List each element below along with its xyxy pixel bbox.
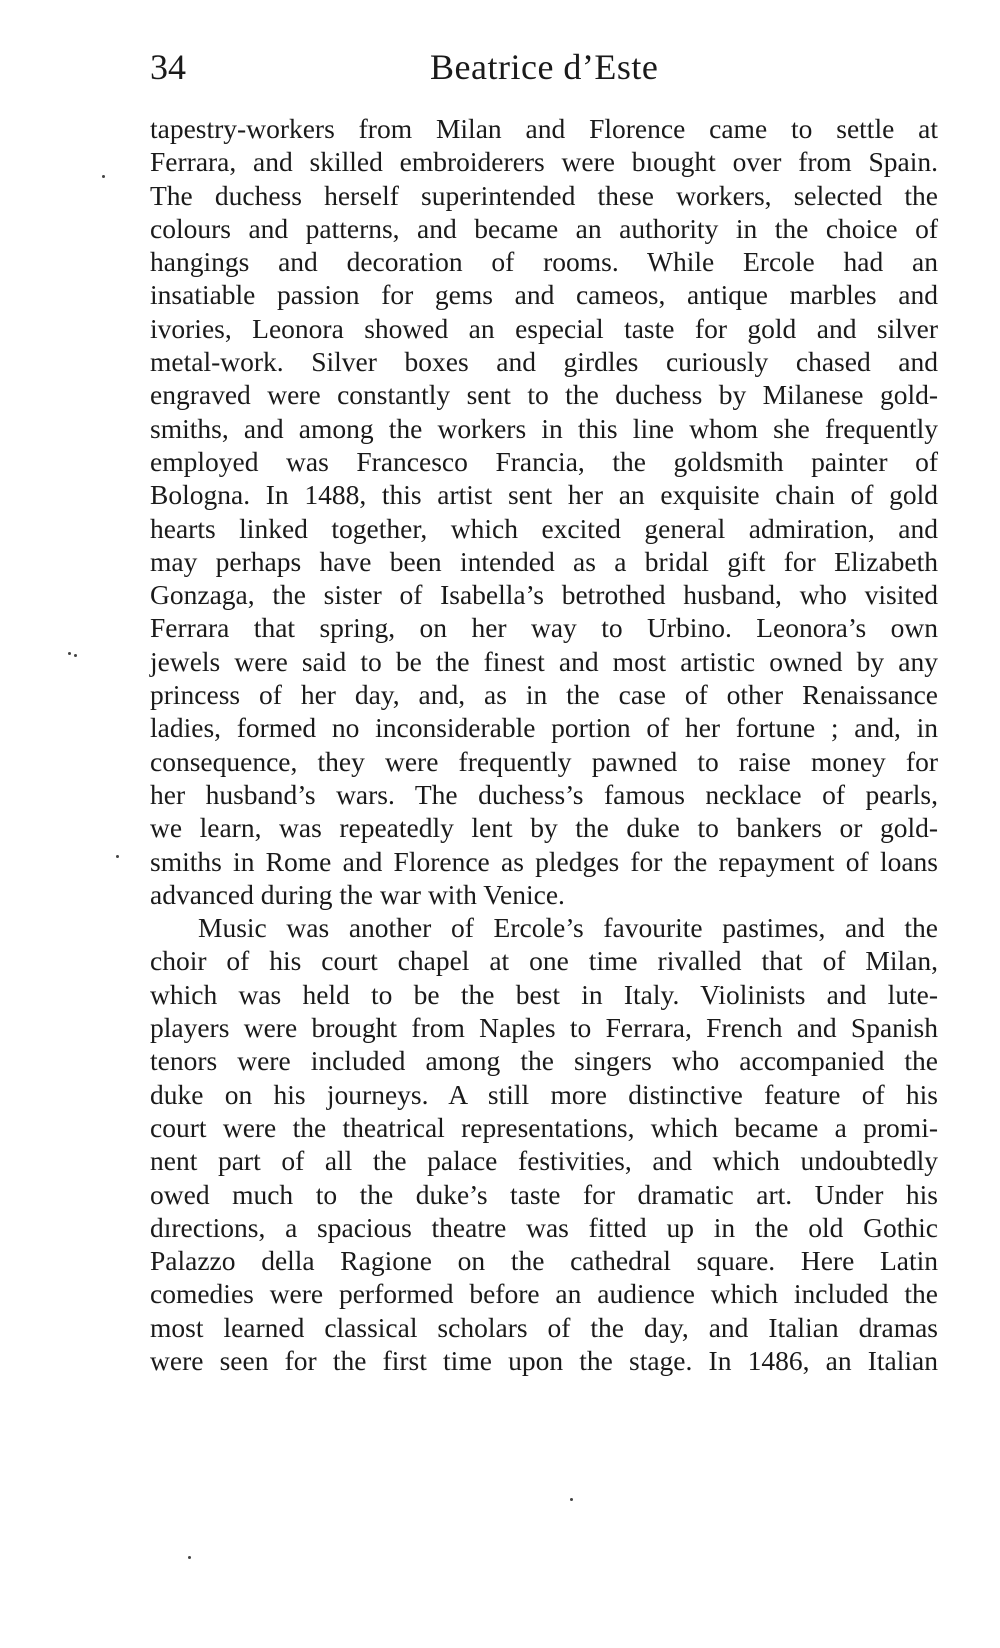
running-head: Beatrice d’Este — [430, 47, 659, 87]
text-line: most learned classical scholars of the day, and Italian dramas — [150, 1311, 938, 1343]
text-line: dırections, a spacious theatre was fitted up in the old Gothic — [150, 1211, 938, 1243]
body-text — [150, 112, 938, 1377]
text-line: court were the theatrical representations, which became a promi- — [150, 1111, 938, 1143]
text-line: Bologna. In 1488, this artist sent her an exquisite chain of gold — [150, 479, 938, 511]
scan-speck — [74, 654, 77, 657]
text-line: may perhaps have been intended as a bridal gift for Elizabeth — [150, 545, 938, 577]
text-line: The duchess herself superintended these workers, selected the — [150, 179, 938, 211]
text-line: we learn, was repeatedly lent by the duke to bankers or gold- — [150, 812, 938, 844]
text-line: Gonzaga, the sister of Isabella’s betrothed husband, who visited — [150, 579, 938, 611]
text-line: which was held to be the best in Italy. Violinists and lute- — [150, 978, 938, 1010]
text-line: Palazzo della Ragione on the cathedral square. Here Latin — [150, 1245, 938, 1277]
text-line: hangings and decoration of rooms. While Ercole had an — [150, 246, 938, 278]
text-line: princess of her day, and, as in the case of other Renaissance — [150, 679, 938, 711]
scan-speck — [188, 1556, 191, 1559]
text-line: ladies, formed no inconsiderable portion of her fortune ; and, in — [150, 712, 938, 744]
text-line: hearts linked together, which excited general admiration, and — [150, 512, 938, 544]
text-line: Music was another of Ercole’s favourite pastimes, and the — [198, 912, 938, 944]
text-line: employed was Francesco Francia, the goldsmith painter of — [150, 445, 938, 477]
text-line: consequence, they were frequently pawned to raise money for — [150, 745, 938, 777]
text-line: tapestry-workers from Milan and Florence came to settle at — [150, 113, 938, 144]
text-line: were seen for the first time upon the stage. In 1486, an Italian — [150, 1344, 938, 1376]
text-line: ivories, Leonora showed an especial taste for gold and silver — [150, 312, 938, 344]
scan-speck — [102, 175, 105, 178]
scan-speck — [116, 855, 119, 858]
text-line: advanced during the war with Venice. — [150, 878, 565, 910]
scan-speck — [570, 1498, 573, 1501]
text-line: metal-work. Silver boxes and girdles curiously chased and — [150, 346, 938, 378]
page-header — [150, 42, 945, 92]
paragraph-2 — [150, 911, 938, 1377]
text-line: smiths, and among the workers in this line whom she frequently — [150, 412, 938, 444]
text-line: choir of his court chapel at one time rivalled that of Milan, — [150, 945, 938, 977]
text-line: insatiable passion for gems and cameos, antique marbles and — [150, 279, 938, 311]
text-line: comedies were performed before an audience which included the — [150, 1278, 938, 1310]
page-number: 34 — [150, 47, 186, 87]
text-line: Ferrara, and skilled embroiderers were bıought over from Spain. — [150, 146, 938, 178]
text-line: owed much to the duke’s taste for dramatic art. Under his — [150, 1178, 938, 1210]
text-line: smiths in Rome and Florence as pledges for the repayment of loans — [150, 845, 938, 877]
scan-speck — [68, 652, 71, 655]
text-line: nent part of all the palace festivities, and which undoubtedly — [150, 1145, 938, 1177]
paragraph-1 — [150, 112, 938, 911]
text-line: players were brought from Naples to Ferrara, French and Spanish — [150, 1012, 938, 1044]
text-line: her husband’s wars. The duchess’s famous necklace of pearls, — [150, 778, 938, 810]
text-line: Ferrara that spring, on her way to Urbino. Leonora’s own — [150, 612, 938, 644]
text-line: duke on his journeys. A still more distinctive feature of his — [150, 1078, 938, 1110]
text-line: jewels were said to be the finest and most artistic owned by any — [150, 645, 938, 677]
text-line: engraved were constantly sent to the duchess by Milanese gold- — [150, 379, 938, 411]
text-line: colours and patterns, and became an authority in the choice of — [150, 212, 938, 244]
text-line: tenors were included among the singers who accompanied the — [150, 1045, 938, 1077]
